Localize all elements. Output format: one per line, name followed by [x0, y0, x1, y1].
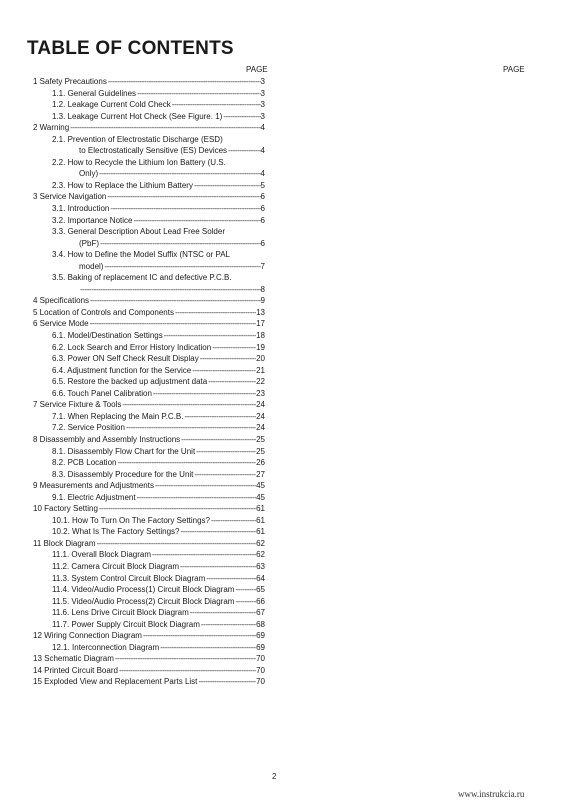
- toc-entry: [33, 561, 265, 573]
- toc-entry-row: [52, 342, 265, 354]
- toc-entry-continuation: (PbF): [79, 238, 99, 248]
- toc-entry-label: 1.3. Leakage Current Hot Check (See Figure. 1): [52, 111, 223, 121]
- toc-entry-label: 11.3. System Control Circuit Block Diagram: [52, 573, 206, 583]
- toc-leader: [119, 665, 256, 677]
- toc-entry: [33, 422, 265, 434]
- toc-leader: [235, 584, 256, 596]
- toc-entry: [33, 446, 265, 458]
- toc-entry-page: 27: [256, 469, 265, 479]
- toc-entry: [33, 619, 265, 631]
- toc-leader: [198, 676, 256, 688]
- toc-entry-page: 24: [256, 400, 265, 410]
- toc-leader: [153, 388, 256, 400]
- toc-entry-label: 1 Safety Precautions: [33, 77, 107, 86]
- toc-entry-label: 2.3. How to Replace the Lithium Battery: [52, 180, 193, 190]
- toc-entry-label: 11.1. Overall Block Diagram: [52, 550, 151, 560]
- toc-entry-page: 4: [260, 146, 265, 156]
- toc-entry-label: 7.1. When Replacing the Main P.C.B.: [52, 411, 184, 421]
- toc-entry: [33, 157, 265, 180]
- toc-entry-row: [52, 330, 265, 342]
- toc-entry-label: 2 Warning: [33, 123, 70, 133]
- toc-leader: [180, 561, 256, 573]
- toc-entry-label: 2.1. Prevention of Electrostatic Discharge (ESD): [52, 134, 223, 144]
- toc-entry-row: [52, 422, 265, 434]
- toc-entry-page: 70: [256, 677, 265, 687]
- toc-entry-row: [52, 607, 265, 619]
- toc-entry-page: 62: [256, 550, 265, 560]
- toc-entry-page: 61: [256, 515, 265, 525]
- toc-entry-page: 69: [256, 631, 265, 641]
- toc-entry: [33, 676, 265, 688]
- toc-entry-label: 13 Schematic Diagram: [33, 654, 114, 664]
- toc-entry: [33, 630, 265, 642]
- toc-entry-page: 3: [260, 111, 265, 121]
- toc-entry-label: 2.2. How to Recycle the Lithium Ion Battery (U.S.: [52, 157, 226, 167]
- toc-entry-page: 23: [256, 388, 265, 398]
- toc-entry: [33, 365, 265, 377]
- toc-entry-page: 5: [260, 180, 265, 190]
- toc-entry-page: 24: [256, 411, 265, 421]
- toc-entry: [33, 526, 265, 538]
- toc-entry-page: 65: [256, 585, 265, 595]
- toc-leader: [100, 238, 261, 250]
- toc-entry-label: 3.2. Importance Notice: [52, 215, 133, 225]
- toc-leader: [122, 399, 256, 411]
- toc-entry-page: 3: [260, 88, 265, 98]
- toc-entry-label: 9 Measurements and Adjustments: [33, 481, 154, 491]
- toc-leader: [194, 469, 256, 481]
- toc-entry-label: 12.1. Interconnection Diagram: [52, 642, 160, 652]
- toc-leader: [164, 330, 256, 342]
- toc-entry: [33, 376, 265, 388]
- toc-leader: [80, 284, 261, 296]
- toc-entry-label: 6.1. Model/Destination Settings: [52, 331, 163, 341]
- toc-entry-label: 6.3. Power ON Self Check Result Display: [52, 354, 199, 364]
- toc-entry: [33, 249, 265, 272]
- toc-entry-label: 15 Exploded View and Replacement Parts List: [33, 677, 198, 687]
- toc-entry: [33, 596, 265, 608]
- toc-entry-row: [52, 284, 265, 296]
- toc-entry-page: 9: [260, 296, 265, 306]
- toc-leader: [175, 307, 256, 319]
- toc-entry-continuation: model): [79, 261, 104, 271]
- toc-leader: [133, 215, 260, 227]
- toc-leader: [107, 191, 260, 203]
- toc-entry-row: [52, 376, 265, 388]
- toc-entry-page: 69: [256, 642, 265, 652]
- toc-entry-label: 6.4. Adjustment function for the Service: [52, 365, 192, 375]
- toc-entry-page: 24: [256, 423, 265, 433]
- table-of-contents: [33, 76, 265, 688]
- toc-leader: [110, 203, 260, 215]
- toc-entry-label: 6.6. Touch Panel Calibration: [52, 388, 152, 398]
- toc-entry: [33, 318, 265, 330]
- toc-entry-label: 9.1. Electric Adjustment: [52, 492, 136, 502]
- toc-entry-page: 45: [256, 492, 265, 502]
- toc-entry-label: 1.1. General Guidelines: [52, 88, 137, 98]
- toc-leader: [99, 168, 260, 180]
- toc-entry-page: 25: [256, 446, 265, 456]
- toc-entry-row: [33, 676, 265, 688]
- toc-leader: [172, 99, 261, 111]
- page-column-header: PAGE: [246, 65, 268, 74]
- toc-entry-row: [33, 434, 265, 446]
- toc-entry-row: [52, 238, 265, 250]
- toc-entry: [33, 503, 265, 515]
- toc-entry-row: [52, 353, 265, 365]
- toc-entry: [33, 492, 265, 504]
- toc-entry: [33, 480, 265, 492]
- toc-entry-row: [33, 295, 265, 307]
- toc-entry-row: [52, 180, 265, 192]
- toc-entry-row: [52, 492, 265, 504]
- toc-entry: [33, 226, 265, 249]
- page-column-header: PAGE: [503, 65, 525, 74]
- toc-entry: [33, 272, 265, 295]
- toc-entry-label: 8 Disassembly and Assembly Instructions: [33, 434, 181, 444]
- toc-entry-row: [52, 111, 265, 123]
- toc-entry: [33, 295, 265, 307]
- toc-entry-row: [33, 630, 265, 642]
- toc-leader: [90, 318, 257, 330]
- toc-leader: [212, 342, 256, 354]
- toc-entry-row: [52, 261, 265, 273]
- toc-leader: [194, 180, 261, 192]
- toc-entry-row: [52, 642, 265, 654]
- toc-leader: [90, 295, 261, 307]
- toc-leader: [192, 365, 256, 377]
- toc-entry: [33, 111, 265, 123]
- toc-entry-row: [33, 503, 265, 515]
- toc-leader: [160, 642, 256, 654]
- toc-leader: [200, 353, 256, 365]
- toc-entry-page: 62: [256, 538, 265, 548]
- toc-entry-row: [52, 365, 265, 377]
- toc-entry-row: [52, 584, 265, 596]
- toc-entry-row: [52, 457, 265, 469]
- toc-entry-row: [33, 76, 265, 88]
- toc-entry-row: [52, 215, 265, 227]
- toc-entry-label: 11.6. Lens Drive Circuit Block Diagram: [52, 608, 189, 618]
- toc-entry-label: 3.4. How to Define the Model Suffix (NTSC or PAL: [52, 250, 231, 260]
- toc-entry-label: 14 Printed Circuit Board: [33, 665, 118, 675]
- toc-entry-row: [33, 538, 265, 550]
- toc-entry: [33, 515, 265, 527]
- toc-entry-page: 18: [256, 331, 265, 341]
- toc-entry: [33, 573, 265, 585]
- toc-entry: [33, 215, 265, 227]
- toc-entry-page: 66: [256, 596, 265, 606]
- toc-leader: [208, 376, 256, 388]
- toc-entry-page: 3: [260, 100, 265, 110]
- toc-leader: [184, 411, 256, 423]
- toc-leader: [223, 111, 260, 123]
- toc-entry: [33, 411, 265, 423]
- toc-entry: [33, 76, 265, 88]
- toc-entry-row: [52, 99, 265, 111]
- toc-entry-page: 22: [256, 377, 265, 387]
- toc-entry: [33, 353, 265, 365]
- toc-leader: [126, 422, 256, 434]
- toc-leader: [190, 607, 256, 619]
- toc-entry-row: [52, 203, 265, 215]
- page-number: 2: [272, 772, 277, 781]
- toc-leader: [104, 261, 260, 273]
- toc-entry-label: 10 Factory Setting: [33, 504, 98, 514]
- toc-leader: [180, 526, 256, 538]
- toc-entry-page: 61: [256, 504, 265, 514]
- page-title: TABLE OF CONTENTS: [27, 38, 234, 59]
- toc-entry-label: 4 Specifications: [33, 296, 90, 306]
- toc-entry-row: [33, 653, 265, 665]
- toc-leader: [108, 76, 261, 88]
- toc-entry-label: 8.2. PCB Location: [52, 458, 117, 468]
- toc-leader: [99, 503, 256, 515]
- toc-entry-row: [52, 411, 265, 423]
- toc-entry-row: [52, 596, 265, 608]
- toc-leader: [152, 549, 256, 561]
- toc-entry-row: [52, 446, 265, 458]
- toc-entry-page: 17: [256, 319, 265, 329]
- toc-entry-label: 12 Wiring Connection Diagram: [33, 631, 142, 641]
- toc-entry-label: 3 Service Navigation: [33, 192, 107, 202]
- toc-entry-page: 68: [256, 619, 265, 629]
- toc-entry-label: 7.2. Service Position: [52, 423, 125, 433]
- toc-entry: [33, 180, 265, 192]
- toc-entry-row: [52, 145, 265, 157]
- toc-entry-row: [33, 191, 265, 203]
- toc-leader: [115, 653, 256, 665]
- toc-entry-row: [52, 619, 265, 631]
- toc-entry-page: 13: [256, 307, 265, 317]
- toc-entry-label: 10.1. How To Turn On The Factory Settings?: [52, 515, 211, 525]
- toc-leader: [155, 480, 256, 492]
- toc-entry-page: 6: [260, 238, 265, 248]
- toc-leader: [97, 538, 257, 550]
- toc-entry-page: 6: [260, 215, 265, 225]
- toc-entry: [33, 457, 265, 469]
- toc-entry-label: 11.4. Video/Audio Process(1) Circuit Block Diagram: [52, 585, 235, 595]
- toc-entry-row: [33, 318, 265, 330]
- toc-entry-page: 45: [256, 481, 265, 491]
- toc-entry-label: 8.3. Disassembly Procedure for the Unit: [52, 469, 194, 479]
- toc-entry: [33, 388, 265, 400]
- toc-leader: [201, 619, 256, 631]
- toc-entry-continuation: Only): [79, 169, 99, 179]
- toc-entry-label: 10.2. What Is The Factory Settings?: [52, 527, 180, 537]
- toc-entry-page: 25: [256, 434, 265, 444]
- toc-entry-row: [33, 665, 265, 677]
- toc-entry: [33, 538, 265, 550]
- toc-entry-page: 70: [256, 654, 265, 664]
- toc-entry-label: 3.5. Baking of replacement IC and defective P.C.B.: [52, 273, 232, 283]
- toc-entry-row: [52, 469, 265, 481]
- toc-leader: [181, 434, 256, 446]
- toc-entry-page: 70: [256, 665, 265, 675]
- toc-entry-page: 6: [260, 204, 265, 214]
- toc-entry-row: [52, 88, 265, 100]
- toc-entry-page: 67: [256, 608, 265, 618]
- toc-entry-label: 6 Service Mode: [33, 319, 89, 329]
- toc-entry-page: 7: [260, 261, 265, 271]
- toc-entry-page: 61: [256, 527, 265, 537]
- toc-entry-row: [52, 515, 265, 527]
- toc-entry-page: 6: [260, 192, 265, 202]
- toc-leader: [196, 446, 256, 458]
- toc-entry: [33, 307, 265, 319]
- toc-entry: [33, 399, 265, 411]
- toc-leader: [137, 492, 257, 504]
- toc-entry: [33, 191, 265, 203]
- toc-entry-row: [33, 480, 265, 492]
- toc-leader: [206, 573, 256, 585]
- toc-entry-row: [52, 549, 265, 561]
- toc-entry-row: [33, 399, 265, 411]
- toc-entry-row: [52, 573, 265, 585]
- toc-entry-page: 4: [260, 169, 265, 179]
- toc-entry-page: 3: [260, 77, 265, 86]
- toc-entry: [33, 584, 265, 596]
- toc-leader: [211, 515, 256, 527]
- toc-entry: [33, 665, 265, 677]
- toc-entry-label: 11 Block Diagram: [33, 538, 96, 548]
- toc-entry: [33, 434, 265, 446]
- toc-entry-label: 6.5. Restore the backed up adjustment data: [52, 377, 208, 387]
- watermark: www.instrukcia.ru: [458, 789, 525, 799]
- toc-entry-label: 11.7. Power Supply Circuit Block Diagram: [52, 619, 200, 629]
- toc-entry-page: 26: [256, 458, 265, 468]
- toc-entry: [33, 642, 265, 654]
- toc-entry: [33, 607, 265, 619]
- toc-entry-continuation: to Electrostatically Sensitive (ES) Devices: [79, 146, 228, 156]
- toc-entry-row: [33, 307, 265, 319]
- toc-entry: [33, 122, 265, 134]
- toc-entry-page: 20: [256, 354, 265, 364]
- toc-entry-label: 3.3. General Description About Lead Free Solder: [52, 227, 225, 237]
- toc-entry-row: [33, 122, 265, 134]
- toc-leader: [228, 145, 260, 157]
- toc-entry-label: 8.1. Disassembly Flow Chart for the Unit: [52, 446, 196, 456]
- toc-entry-page: 63: [256, 561, 265, 571]
- toc-entry-row: [52, 388, 265, 400]
- toc-entry: [33, 203, 265, 215]
- toc-entry-label: 3.1. Introduction: [52, 204, 110, 214]
- toc-entry: [33, 330, 265, 342]
- toc-entry-label: 6.2. Lock Search and Error History Indication: [52, 342, 212, 352]
- toc-entry-label: 5 Location of Controls and Components: [33, 307, 174, 317]
- toc-entry-page: 8: [260, 284, 265, 294]
- toc-entry-page: 21: [256, 365, 265, 375]
- toc-entry: [33, 134, 265, 157]
- toc-entry: [33, 99, 265, 111]
- toc-entry-label: 1.2. Leakage Current Cold Check: [52, 100, 171, 110]
- toc-entry-page: 19: [256, 342, 265, 352]
- toc-entry: [33, 653, 265, 665]
- toc-leader: [137, 88, 260, 100]
- toc-leader: [143, 630, 256, 642]
- toc-entry: [33, 342, 265, 354]
- toc-entry-row: [52, 526, 265, 538]
- toc-leader: [70, 122, 260, 134]
- toc-entry-row: [52, 561, 265, 573]
- toc-entry: [33, 549, 265, 561]
- toc-entry-row: [52, 168, 265, 180]
- toc-leader: [117, 457, 256, 469]
- toc-leader: [235, 596, 256, 608]
- toc-entry-page: 4: [260, 123, 265, 133]
- toc-entry-label: 11.5. Video/Audio Process(2) Circuit Block Diagram: [52, 596, 235, 606]
- toc-entry-label: 7 Service Fixture & Tools: [33, 400, 122, 410]
- toc-entry-label: 11.2. Camera Circuit Block Diagram: [52, 561, 180, 571]
- toc-entry: [33, 88, 265, 100]
- toc-entry: [33, 469, 265, 481]
- toc-entry-page: 64: [256, 573, 265, 583]
